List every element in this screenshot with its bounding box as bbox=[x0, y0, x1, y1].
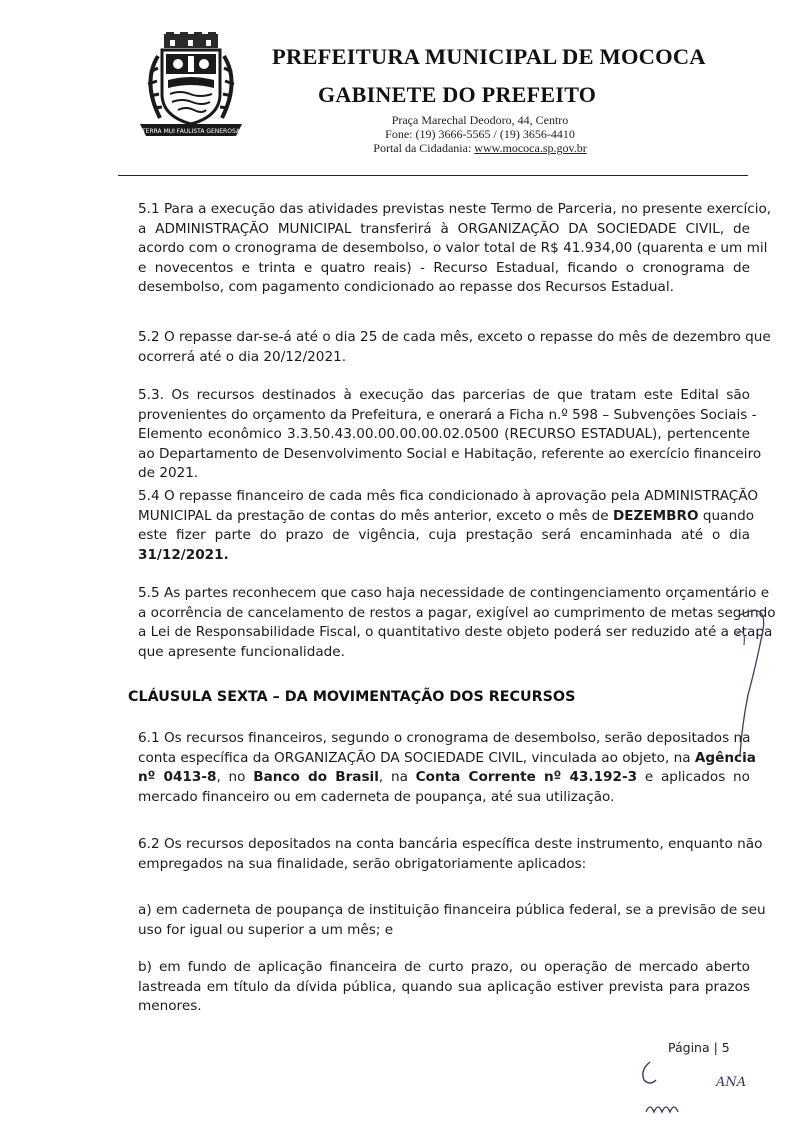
portal-link[interactable]: www.mococa.sp.gov.br bbox=[474, 141, 587, 155]
text-line: e novecentos e trinta e quatro reais) - Recurso Estadual, ficando o cronograma de bbox=[138, 259, 750, 276]
paragraph-5-3 bbox=[138, 386, 762, 484]
text-line: 6.2 Os recursos depositados na conta bancária específica deste instrumento, enquanto não bbox=[138, 836, 763, 852]
paragraph-a bbox=[138, 901, 766, 940]
text-line: 5.3. Os recursos destinados à execução das parcerias de que tratam este Edital são bbox=[138, 387, 750, 403]
text-line: que apresente funcionalidade. bbox=[138, 643, 345, 660]
text-line bbox=[138, 749, 756, 769]
text-line: a Lei de Responsabilidade Fiscal, o quantitativo deste objeto poderá ser reduzido até a etapa bbox=[138, 624, 773, 640]
text-line: uso for igual ou superior a um mês; e bbox=[138, 921, 394, 938]
text-line: este fizer parte do prazo de vigência, cuja prestação será encaminhada até o dia bbox=[138, 527, 750, 543]
text-line: 5.1 Para a execução das atividades previstas neste Termo de Parceria, no presente exercício, bbox=[138, 201, 772, 217]
text-run: , no bbox=[216, 769, 254, 785]
text-line bbox=[138, 507, 755, 527]
text-run: MUNICIPAL da prestação de contas do mês anterior, exceto o mês de bbox=[138, 507, 613, 524]
text-line: menores. bbox=[138, 998, 202, 1014]
text-line: a) em caderneta de poupança de instituição financeira pública federal, se a previsão de seu bbox=[138, 902, 766, 918]
text-line bbox=[138, 546, 750, 566]
text-line: de 2021. bbox=[138, 465, 199, 481]
header-subtitle: GABINETE DO PREFEITO bbox=[318, 82, 597, 107]
paragraph-5-2 bbox=[138, 328, 771, 367]
text-line: b) em fundo de aplicação financeira de curto prazo, ou operação de mercado aberto bbox=[138, 959, 750, 975]
emphasis-month: DEZEMBRO bbox=[612, 507, 699, 524]
text-line: provenientes do orçamento da Prefeitura, e onerará a Ficha n.º 598 – Subvenções Sociais - bbox=[138, 406, 757, 423]
emphasis-date: 31/12/2021. bbox=[138, 546, 229, 563]
portal-label: Portal da Cidadania: bbox=[373, 141, 472, 155]
text-line: empregados na sua finalidade, serão obrigatoriamente aplicados: bbox=[138, 855, 587, 872]
text-line: 5.2 O repasse dar-se-á até o dia 25 de cada mês, exceto o repasse do mês de dezembro que bbox=[138, 329, 771, 345]
emphasis-agency-number: nº 0413-8 bbox=[138, 769, 217, 785]
header-address: Praça Marechal Deodoro, 44, Centro bbox=[391, 113, 569, 127]
header-title: PREFEITURA MUNICIPAL DE MOCOCA bbox=[272, 44, 706, 69]
header-phone: Fone: (19) 3666-5565 / (19) 3656-4410 bbox=[385, 127, 575, 141]
clause-heading: CLÁUSULA SEXTA – DA MOVIMENTAÇÃO DOS RECURSOS bbox=[128, 689, 576, 705]
text-run: , na bbox=[378, 769, 416, 785]
page-number: Página | 5 bbox=[668, 1040, 730, 1055]
text-line: desembolso, com pagamento condicionado ao repasse dos Recursos Estadual. bbox=[138, 279, 674, 295]
text-run: quando bbox=[698, 507, 755, 524]
text-line: 5.5 As partes reconhecem que caso haja necessidade de contingenciamento orçamentário e bbox=[138, 585, 770, 601]
paragraph-5-1 bbox=[138, 200, 772, 298]
text-line: ao Departamento de Desenvolvimento Social e Habitação, referente ao exercício financeiro bbox=[138, 445, 762, 462]
text-line: lastreada em título da dívida pública, quando sua aplicação estiver prevista para prazos bbox=[138, 978, 750, 995]
header-portal bbox=[330, 141, 630, 155]
text-line: Elemento econômico 3.3.50.43.00.00.00.00.02.0500 (RECURSO ESTADUAL), pertencente bbox=[138, 426, 750, 442]
paragraph-5-5 bbox=[138, 584, 776, 662]
text-run: e aplicados no bbox=[637, 769, 750, 785]
paragraph-b bbox=[138, 958, 750, 1017]
header-divider bbox=[118, 175, 748, 176]
emphasis-bank: Banco do Brasil bbox=[253, 769, 379, 785]
signature-initials: ANA bbox=[716, 1075, 747, 1090]
emphasis-account: Conta Corrente nº 43.192-3 bbox=[415, 769, 638, 785]
paragraph-5-4 bbox=[138, 487, 759, 565]
svg-text:TERRA MUI FAULISTA GENEROSA: TERRA MUI FAULISTA GENEROSA bbox=[142, 128, 240, 135]
emphasis-agency: Agência bbox=[694, 749, 756, 766]
text-line: mercado financeiro ou em caderneta de poupança, até sua utilização. bbox=[138, 788, 615, 805]
paragraph-6-2 bbox=[138, 835, 763, 874]
text-line: 5.4 O repasse financeiro de cada mês fica condicionado à aprovação pela ADMINISTRAÇÃO bbox=[138, 488, 759, 504]
text-line: acordo com o cronograma de desembolso, o valor total de R$ 41.934,00 (quarenta e um mil bbox=[138, 240, 768, 256]
text-run: conta específica da ORGANIZAÇÃO DA SOCIEDADE CIVIL, vinculada ao objeto, na bbox=[138, 749, 695, 766]
handwritten-initials-signature bbox=[636, 1050, 776, 1128]
text-line: a ocorrência de cancelamento de restos a pagar, exigível ao cumprimento de metas segundo bbox=[138, 604, 776, 621]
paragraph-6-1 bbox=[138, 729, 756, 807]
text-line: a ADMINISTRAÇÃO MUNICIPAL transferirá à ORGANIZAÇÃO DA SOCIEDADE CIVIL, de bbox=[138, 220, 750, 237]
municipal-crest-logo bbox=[136, 32, 246, 144]
text-line: ocorrerá até o dia 20/12/2021. bbox=[138, 348, 347, 365]
text-line: 6.1 Os recursos financeiros, segundo o cronograma de desembolso, serão depositados na bbox=[138, 730, 751, 746]
text-line bbox=[138, 768, 750, 788]
